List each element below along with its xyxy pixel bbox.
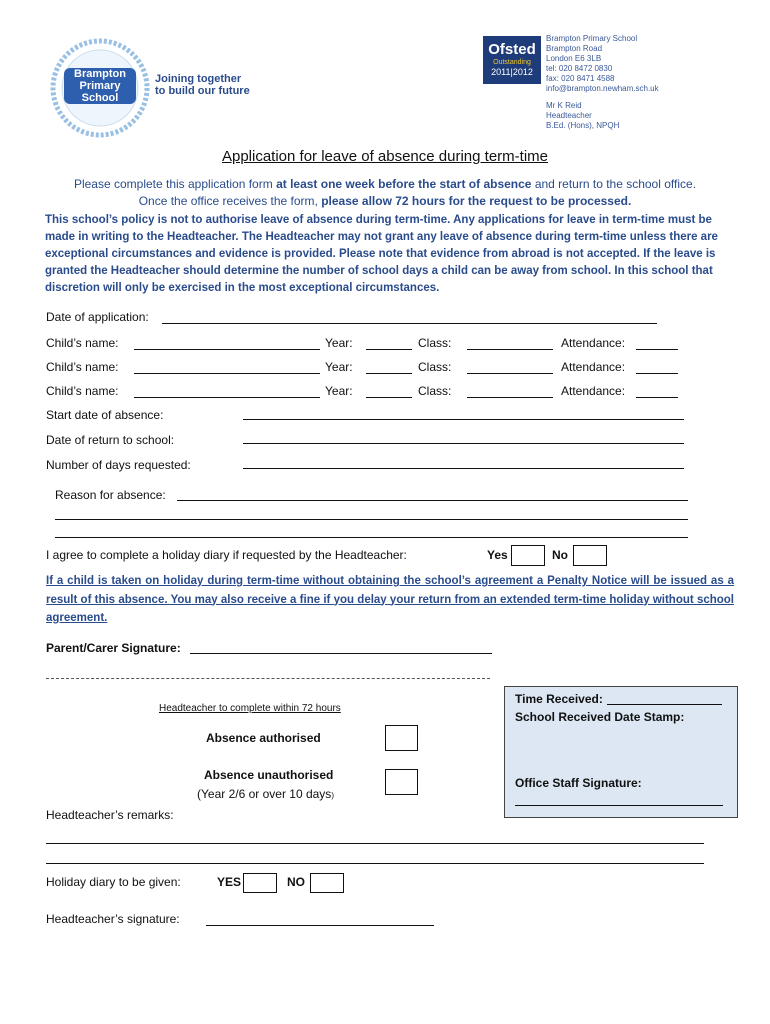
child-name-field[interactable] — [134, 397, 320, 398]
policy-text: This school’s policy is not to authorise leave of absence during term-time. Any applications for leave in term-time must be made in writing to the Headteacher. The Headteacher may not grant any leave of absence during term-time unless there are exceptional circumstances and evidence is provided. Please note that evidence from abroad is not accepted. If the leave is granted the Headteacher should determine the number of school days a child can be away from school. In this school that discretion will only be exercised in the most exceptional circumstances. — [45, 214, 718, 294]
class-field[interactable] — [467, 349, 553, 350]
return-date-label: Date of return to school: — [46, 433, 175, 447]
attendance-label: Attendance: — [561, 336, 626, 350]
no-label: No — [552, 548, 568, 562]
unauth-note-paren: ) — [331, 791, 334, 800]
staff-signature-field[interactable] — [515, 805, 723, 806]
logo-word: School — [81, 92, 119, 104]
attendance-field[interactable] — [636, 373, 678, 374]
headteacher-instruction: Headteacher to complete within 72 hours — [159, 703, 341, 714]
year-label: Year: — [325, 360, 353, 374]
head-line: B.Ed. (Hons), NPQH — [546, 121, 620, 130]
unauthorised-note — [197, 787, 334, 801]
parent-signature-label: Parent/Carer Signature: — [46, 641, 181, 655]
date-of-application-field[interactable] — [162, 323, 657, 324]
reason-label: Reason for absence: — [55, 488, 166, 502]
intro-part: Please complete this application form — [73, 177, 277, 191]
unauthorised-label: Absence unauthorised — [204, 768, 334, 782]
reason-field[interactable] — [177, 500, 688, 501]
head-signature-label: Headteacher’s signature: — [46, 912, 180, 926]
tagline-line: Joining together — [155, 73, 242, 85]
ofsted-name: Ofsted — [488, 41, 536, 58]
intro-part: at least one week before the start of absence — [276, 177, 532, 191]
class-label: Class: — [418, 384, 452, 398]
diary-given-no-checkbox[interactable] — [310, 873, 344, 893]
diary-given-yes-label: YES — [217, 875, 242, 889]
year-label: Year: — [325, 336, 353, 350]
attendance-field[interactable] — [636, 397, 678, 398]
child-name-field[interactable] — [134, 373, 320, 374]
remarks-field[interactable] — [46, 843, 704, 844]
address-line: info@brampton.newham.sch.uk — [546, 84, 659, 93]
intro-text — [20, 176, 750, 210]
address-line: fax: 020 8471 4588 — [546, 74, 615, 83]
head-line: Mr K Reid — [546, 101, 582, 110]
year-field[interactable] — [366, 373, 412, 374]
ofsted-grade: Outstanding — [493, 59, 531, 66]
class-label: Class: — [418, 360, 452, 374]
address-line: tel: 020 8472 0830 — [546, 64, 613, 73]
start-date-label: Start date of absence: — [46, 408, 164, 422]
address-line: Brampton Primary School — [546, 34, 638, 43]
return-date-field[interactable] — [243, 443, 684, 444]
child-name-field[interactable] — [134, 349, 320, 350]
reason-field-line[interactable] — [55, 519, 688, 520]
reason-field-line[interactable] — [55, 537, 688, 538]
tagline-line: to build our future — [155, 85, 250, 97]
section-divider — [46, 678, 490, 679]
diary-given-no-label: NO — [287, 875, 305, 889]
attendance-label: Attendance: — [561, 360, 626, 374]
year-label: Year: — [325, 384, 353, 398]
time-received-label: Time Received: — [515, 692, 603, 706]
class-label: Class: — [418, 336, 452, 350]
child-name-label: Child’s name: — [46, 360, 119, 374]
diary-yes-checkbox[interactable] — [511, 545, 545, 566]
class-field[interactable] — [467, 373, 553, 374]
year-field[interactable] — [366, 349, 412, 350]
year-field[interactable] — [366, 397, 412, 398]
head-line: Headteacher — [546, 111, 592, 120]
child-name-label: Child’s name: — [46, 384, 119, 398]
ofsted-years: 2011|2012 — [491, 67, 533, 77]
head-signature-field[interactable] — [206, 925, 434, 926]
date-stamp-label: School Received Date Stamp: — [515, 710, 685, 724]
diary-given-yes-checkbox[interactable] — [243, 873, 277, 893]
logo-word: Primary — [79, 80, 121, 92]
school-address — [546, 34, 659, 94]
authorised-label: Absence authorised — [206, 731, 321, 745]
ofsted-badge — [483, 36, 541, 84]
num-days-field[interactable] — [243, 468, 684, 469]
child-name-label: Child’s name: — [46, 336, 119, 350]
unauth-note-text: (Year 2/6 or over 10 days — [197, 787, 332, 801]
yes-label: Yes — [487, 548, 508, 562]
num-days-label: Number of days requested: — [46, 458, 191, 472]
class-field[interactable] — [467, 397, 553, 398]
diary-no-checkbox[interactable] — [573, 545, 607, 566]
school-logo — [50, 38, 150, 138]
remarks-label: Headteacher’s remarks: — [46, 808, 174, 822]
headteacher-details — [546, 101, 619, 131]
authorised-checkbox[interactable] — [385, 725, 418, 751]
tagline — [155, 73, 250, 97]
unauthorised-checkbox[interactable] — [385, 769, 418, 795]
intro-part: Once the office receives the form, — [138, 194, 322, 208]
diary-agree-text: I agree to complete a holiday diary if requested by the Headteacher: — [46, 548, 407, 562]
intro-part: and return to the school office. — [531, 177, 697, 191]
attendance-field[interactable] — [636, 349, 678, 350]
address-line: London E6 3LB — [546, 54, 602, 63]
start-date-field[interactable] — [243, 419, 684, 420]
remarks-field-line[interactable] — [46, 863, 704, 864]
logo-word: Brampton — [74, 68, 126, 80]
form-title: Application for leave of absence during term-time — [221, 148, 548, 165]
time-received-field[interactable] — [607, 704, 722, 705]
date-of-application-label: Date of application: — [46, 310, 149, 324]
attendance-label: Attendance: — [561, 384, 626, 398]
intro-part: please allow 72 hours for the request to be processed. — [321, 194, 632, 208]
diary-given-label: Holiday diary to be given: — [46, 875, 181, 889]
address-line: Brampton Road — [546, 44, 603, 53]
penalty-notice: If a child is taken on holiday during term-time without obtaining the school’s agreement a Penalty Notice will be issued as a result of this absence. You may also receive a fine if you delay your return from an extended term-time holiday without school agreement. — [46, 575, 734, 624]
parent-signature-field[interactable] — [190, 653, 492, 654]
staff-signature-label: Office Staff Signature: — [515, 776, 642, 790]
